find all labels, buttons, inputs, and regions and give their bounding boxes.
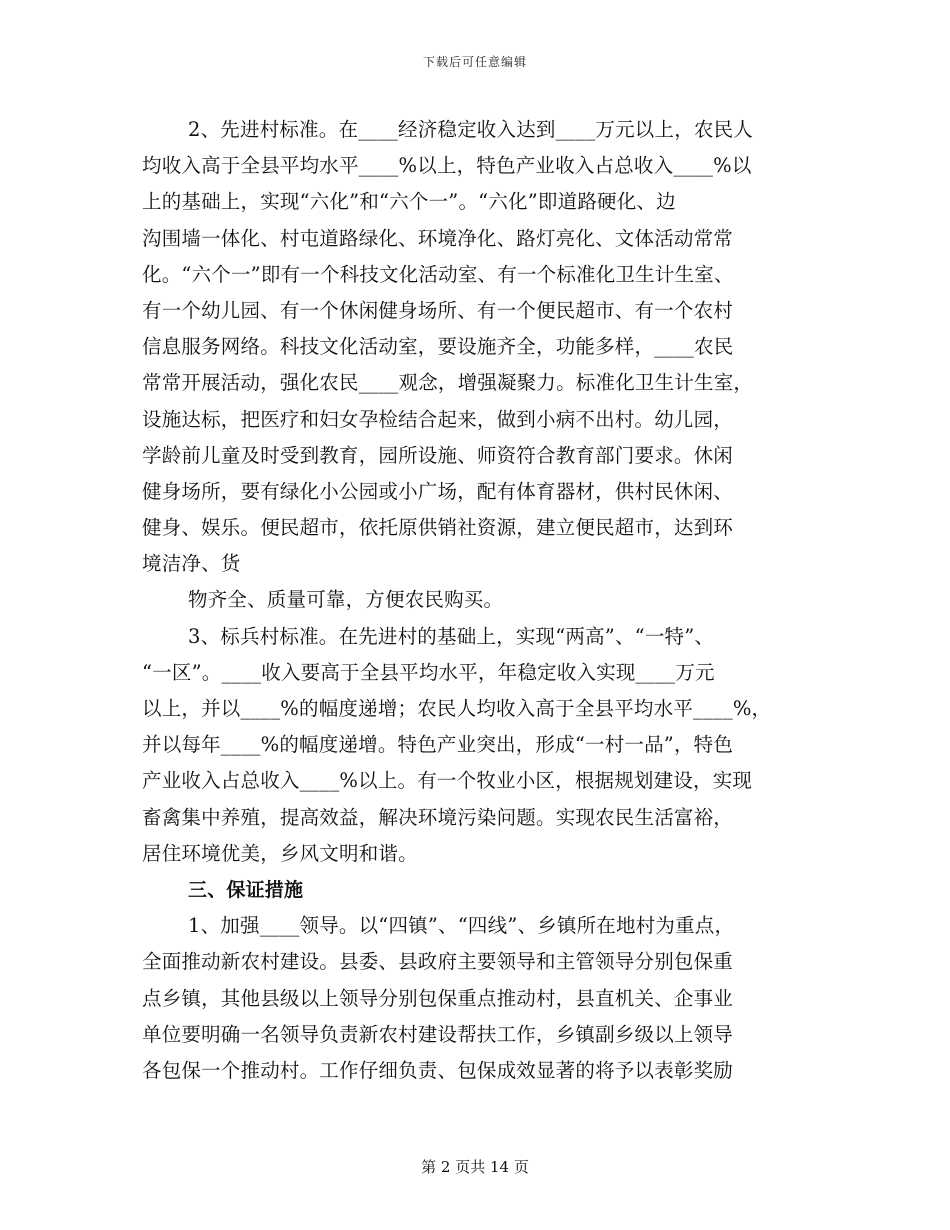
page-header: 下载后可任意编辑 [422,55,527,69]
text-line: 各包保一个推动村。工作仔细负责、包保成效显著的将予以表彰奖励 [142,1058,734,1082]
text-line: 单位要明确一名领导负责新农村建设帮扶工作，乡镇副乡级以上领导 [142,1022,734,1046]
text-line: 并以每年____%的幅度递增。特色产业突出，形成“一村一品”，特色 [142,733,734,757]
text-line: 物齐全、质量可靠，方便农民购买。 [188,588,504,612]
text-line: 以上，并以____%的幅度递增；农民人均收入高于全县平均水平____%， [142,697,772,720]
text-line: 化。“六个一”即有一个科技文化活动室、有一个标准化卫生计生室、 [142,262,734,286]
text-line: 畜禽集中养殖，提高效益，解决环境污染问题。实现农民生活富裕， [142,805,734,829]
text-line: 健身场所，要有绿化小公园或小广场，配有体育器材，供村民休闲、 [142,479,734,503]
text-line: 上的基础上，实现“六化”和“六个一”。“六化”即道路硬化、边 [142,190,676,214]
text-line: 有一个幼儿园、有一个休闲健身场所、有一个便民超市、有一个农村 [142,298,734,322]
text-line: “一区”。____收入要高于全县平均水平，年稳定收入实现____万元 [142,660,715,684]
text-line: 常常开展活动，强化农民____观念，增强凝聚力。标准化卫生计生室， [142,371,754,395]
text-line: 境洁净、货 [142,552,241,576]
text-line: 健身、娱乐。便民超市，依托原供销社资源，建立便民超市，达到环 [142,516,734,540]
text-line: 设施达标，把医疗和妇女孕检结合起来，做到小病不出村。幼儿园， [142,407,734,431]
text-line: 1、加强____领导。以“四镇”、“四线”、乡镇所在地村为重点， [188,914,735,938]
text-line: 全面推动新农村建设。县委、县政府主要领导和主管领导分别包保重 [142,950,734,974]
text-line: 学龄前儿童及时受到教育，园所设施、师资符合教育部门要求。休闲 [142,443,734,467]
text-line: 3、标兵村标准。在先进村的基础上，实现“两高”、“一特”、 [188,624,715,648]
text-line: 信息服务网络。科技文化活动室，要设施齐全，功能多样，____农民 [142,335,734,359]
section-heading: 三、保证措施 [188,878,304,901]
page-footer: 第 2 页共 14 页 [421,1158,529,1176]
document-body [142,112,808,1089]
text-line: 产业收入占总收入____%以上。有一个牧业小区，根据规划建设，实现 [142,769,753,793]
text-line: 沟围墙一体化、村屯道路绿化、环境净化、路灯亮化、文体活动常常 [142,226,734,250]
text-line: 均收入高于全县平均水平____%以上，特色产业收入占总收入____%以 [142,154,752,178]
text-line: 2、先进村标准。在____经济稳定收入达到____万元以上，农民人 [188,118,754,141]
text-line: 点乡镇，其他县级以上领导分别包保重点推动村，县直机关、企事业 [142,986,734,1010]
text-line: 居住环境优美，乡风文明和谐。 [142,841,418,865]
